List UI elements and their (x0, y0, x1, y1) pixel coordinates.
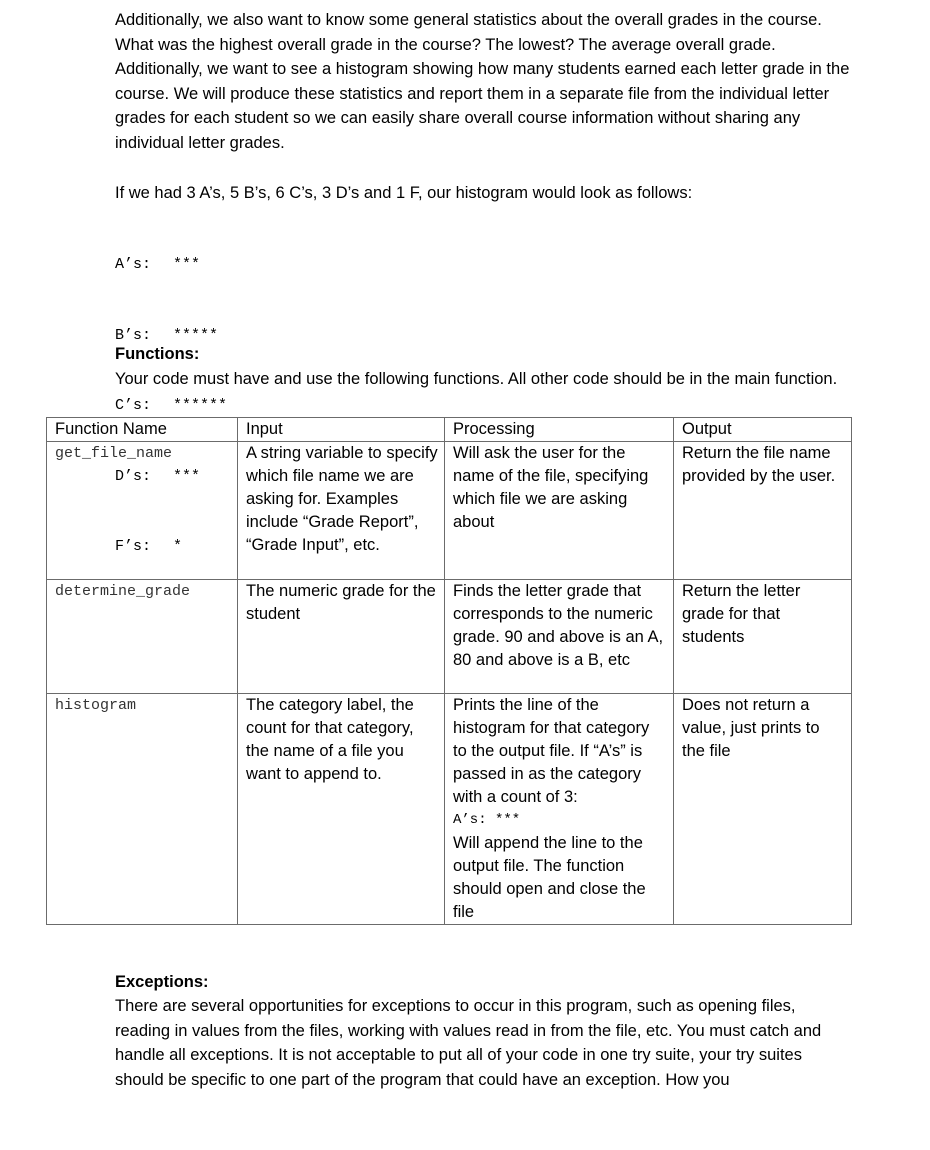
histogram-label: A’s: (115, 256, 152, 273)
histogram-stars: ***** (173, 326, 219, 344)
functions-text: Your code must have and use the following functions. All other code should be in the main function. (115, 370, 838, 388)
processing-text-before: Prints the line of the histogram for that category to the output file. If “A’s” is passed in as the category with a count of 3: (453, 696, 650, 806)
histogram-stars: ****** (173, 397, 228, 414)
function-name-cell: determine_grade (47, 580, 238, 694)
input-cell: The category label, the count for that category, the name of a file you want to append to. (238, 694, 445, 925)
table-row (47, 442, 852, 580)
histogram-stars: *** (173, 467, 201, 485)
processing-cell: Finds the letter grade that corresponds to the numeric grade. 90 and above is an A, 80 and above is a B, etc (445, 580, 674, 694)
histogram-stars: * (173, 538, 183, 555)
processing-code-example: A’s: *** (453, 812, 521, 828)
histogram-label: B’s: (115, 326, 152, 344)
histogram-intro: If we had 3 A’s, 5 B’s, 6 C’s, 3 D’s and 1 F, our histogram would look as follows: (115, 184, 693, 202)
exceptions-heading: Exceptions: (115, 973, 209, 991)
histogram-label: F’s: (115, 538, 152, 555)
function-name-cell: histogram (47, 694, 238, 925)
output-cell: Return the letter grade for that students (674, 580, 852, 694)
table-row (47, 580, 852, 694)
functions-table (46, 417, 852, 925)
processing-cell: Will ask the user for the name of the file, specifying which file we are asking about (445, 442, 674, 580)
histogram-label: C’s: (115, 397, 152, 414)
input-cell: The numeric grade for the student (238, 580, 445, 694)
table-row (47, 694, 852, 925)
header-function-name: Function Name (47, 418, 238, 442)
header-input: Input (238, 418, 445, 442)
header-output: Output (674, 418, 852, 442)
output-cell: Does not return a value, just prints to the file (674, 694, 852, 925)
exceptions-text: There are several opportunities for exceptions to occur in this program, such as opening files, reading in values from the files, working with values read in from the file, etc. You must catch and handle all exceptions. It is not acceptable to put all of your code in one try suite, your try suites should be specific to one part of the program that could have an exception. How you (115, 997, 822, 1089)
processing-text-after: Will append the line to the output file. The function should open and close the file (453, 834, 646, 921)
histogram-stars: *** (173, 256, 201, 273)
table-header-row (47, 418, 852, 442)
functions-heading: Functions: (115, 345, 200, 363)
header-processing: Processing (445, 418, 674, 442)
histogram-row-a (115, 253, 227, 277)
input-cell: A string variable to specify which file name we are asking for. Examples include “Grade Report”, “Grade Input”, etc. (238, 442, 445, 580)
intro-paragraph: Additionally, we also want to know some general statistics about the overall grades in the course. What was the highest overall grade in the course? The lowest? The average overall grade. Additionally, we want to see a histogram showing how many students earned each letter grade in the course. We will produce these statistics and report them in a separate file from the individual letter grades for each student so we can easily share overall course information without sharing any individual letter grades. (115, 11, 850, 152)
histogram-row-c (115, 394, 227, 418)
output-cell: Return the file name provided by the user. (674, 442, 852, 580)
function-name-cell: get_file_name (47, 442, 238, 580)
processing-cell (445, 694, 674, 925)
histogram-label: D’s: (115, 467, 152, 485)
